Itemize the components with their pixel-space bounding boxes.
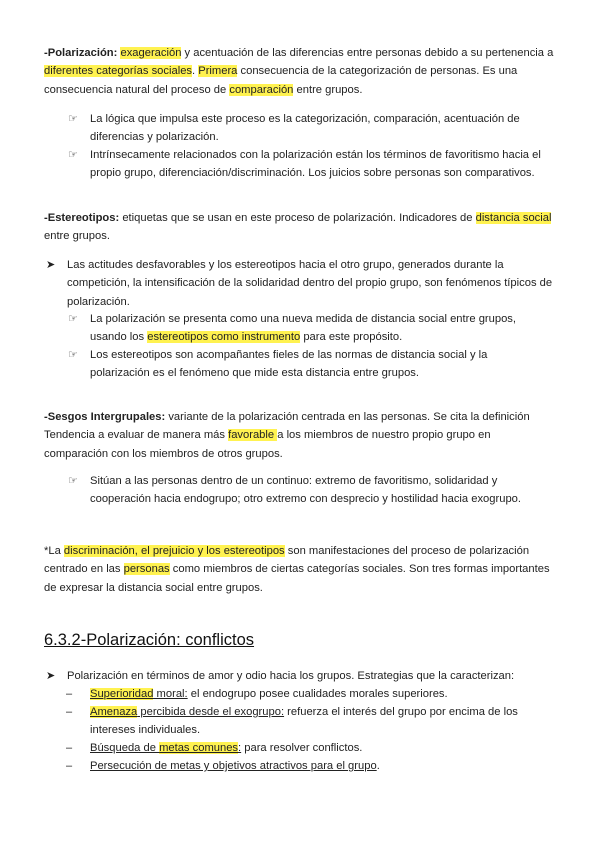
strategy-item bbox=[90, 739, 550, 757]
highlight-categorias: diferentes categorías sociales bbox=[44, 65, 193, 78]
text: refuerza el interés del grupo por encima de los intereses individuales. bbox=[90, 706, 518, 737]
dash-bullet: – bbox=[66, 706, 73, 718]
hand-pointer-icon: ☞ bbox=[68, 475, 78, 487]
main-bullet-text: Las actitudes desfavorables y los estereotipos hacia el otro grupo, generados durante la competición, la intensificación de la solidaridad dentro del propio grupo, son fenómenos típicos de polarización. bbox=[67, 259, 553, 308]
text: moral: bbox=[153, 688, 188, 700]
term-estereotipos: -Estereotipos: bbox=[44, 212, 120, 224]
text: para resolver conflictos. bbox=[241, 742, 363, 754]
term-sesgos: -Sesgos Intergrupales: bbox=[44, 411, 166, 423]
text: : bbox=[238, 742, 242, 754]
estereotipos-paragraph bbox=[44, 209, 556, 246]
highlight-estereotipos-instrumento: estereotipos como instrumento bbox=[147, 331, 301, 344]
arrowhead-icon: ➤ bbox=[46, 259, 56, 271]
text: Persecución de metas y objetivos atractivos para el grupo bbox=[90, 760, 377, 772]
text: y acentuación de las diferencias entre personas debido a su pertenencia a bbox=[181, 47, 554, 59]
hand-pointer-icon: ☞ bbox=[68, 113, 78, 125]
hand-pointer-icon: ☞ bbox=[68, 349, 78, 361]
dash-bullet: – bbox=[66, 742, 73, 754]
hand-pointer-icon: ☞ bbox=[68, 149, 78, 161]
text: como miembros de ciertas categorías sociales. Son tres formas importantes de expresar la distancia social entre grupos. bbox=[44, 563, 550, 594]
text: para este propósito. bbox=[300, 331, 403, 344]
term-polarizacion: -Polarización: bbox=[44, 47, 118, 59]
text: etiquetas que se usan en este proceso de polarización. Indicadores de bbox=[119, 212, 476, 224]
arrowhead-icon: ➤ bbox=[46, 670, 56, 682]
text: entre grupos. bbox=[293, 83, 363, 96]
text: . bbox=[192, 65, 199, 78]
highlight-distancia-social: distancia social bbox=[475, 212, 552, 224]
highlight-amenaza: Amenaza bbox=[90, 706, 138, 718]
highlight-discriminacion: discriminación, el prejuicio y los estereotipos bbox=[63, 545, 285, 557]
sub-bullet-text: La lógica que impulsa este proceso es la categorización, comparación, acentuación de diferencias y polarización. bbox=[90, 113, 520, 144]
text: *La bbox=[44, 545, 64, 557]
highlight-favorable: favorable bbox=[228, 429, 278, 442]
sesgos-paragraph bbox=[44, 408, 556, 463]
sub-bullet-text: Intrínsecamente relacionados con la polarización están los términos de favoritismo hacia el propio grupo, diferenciación/discriminación. Los juicios sobre personas son comparativos. bbox=[90, 149, 541, 180]
highlight-superioridad: Superioridad bbox=[90, 688, 154, 700]
text: a los miembros de nuestro propio grupo en comparación con los miembros de otros grupos. bbox=[44, 429, 491, 460]
sub-bullet-text bbox=[90, 310, 552, 347]
text: percibida desde el exogrupo: bbox=[137, 706, 285, 718]
highlight-personas: personas bbox=[123, 563, 170, 576]
highlight-exageracion: exageración bbox=[120, 47, 182, 59]
sub-bullet-text: Los estereotipos son acompañantes fieles de las normas de distancia social y la polarización es el fenómeno que mide esta distancia entre grupos. bbox=[90, 349, 488, 380]
text: . bbox=[376, 760, 380, 772]
dash-bullet: – bbox=[66, 760, 73, 772]
hand-pointer-icon: ☞ bbox=[68, 313, 78, 325]
strategy-item bbox=[90, 757, 550, 775]
text: La polarización se presenta como una nueva medida de distancia social entre grupos, usando los bbox=[90, 313, 517, 344]
text: entre grupos. bbox=[44, 230, 110, 243]
text: el endogrupo posee cualidades morales superiores. bbox=[187, 688, 448, 700]
text: son manifestaciones del proceso de polarización centrado en las bbox=[44, 545, 530, 576]
text: consecuencia de la categorización de personas. Es una consecuencia natural del proceso de bbox=[44, 65, 518, 96]
nota-paragraph bbox=[44, 542, 556, 597]
section-heading: 6.3.2-Polarización: conflictos bbox=[44, 631, 255, 649]
strategy-item bbox=[90, 703, 550, 740]
strategy-item bbox=[90, 685, 550, 703]
highlight-primera: Primera bbox=[198, 65, 238, 78]
text: Búsqueda de bbox=[90, 742, 160, 754]
text: variante de la polarización centrada en las personas. Se cita la definición Tendencia a evaluar de manera más bbox=[44, 411, 530, 442]
section-intro: Polarización en términos de amor y odio hacia los grupos. Estrategias que la caracterizan: bbox=[67, 670, 515, 682]
polarizacion-paragraph bbox=[44, 44, 556, 99]
highlight-metas-comunes: metas comunes bbox=[159, 742, 239, 754]
dash-bullet: – bbox=[66, 688, 73, 700]
sub-bullet-text: Sitúan a las personas dentro de un continuo: extremo de favoritismo, solidaridad y cooperación hacia endogrupo; otro extremo con desprecio y hostilidad hacia exogrupo. bbox=[90, 475, 521, 506]
highlight-comparacion: comparación bbox=[229, 83, 294, 96]
